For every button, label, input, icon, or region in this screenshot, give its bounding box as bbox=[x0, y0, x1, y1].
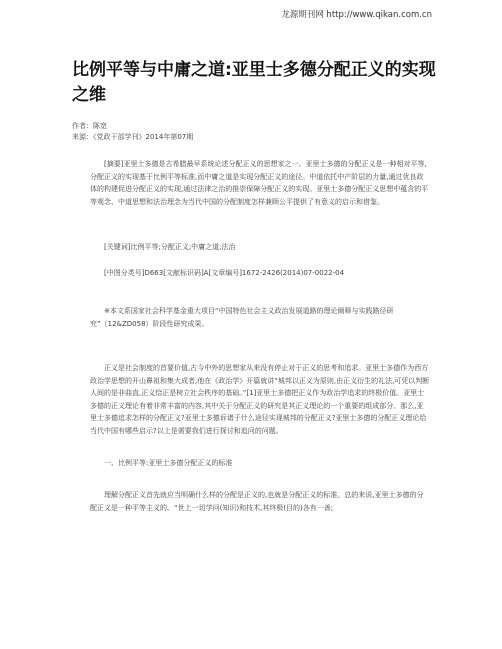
footnote-text: ※本文系国家社会科学基金重大项目“中国特色社会主义政治发展道路的理论阐释与实践路径研究”（12&ZD058）阶段性研究成果。 bbox=[90, 307, 394, 328]
abstract-text: [摘要]亚里士多德是古希腊最早系统论述分配正义的思想家之一。亚里士多德的分配正义是一种相对平等,分配正义的实现基于比例平等标准,而中庸之道是实现分配正义的途径。中道依托中产阶层的力量,通过优良政体的构建促进分配正义的实现,通过法律之治的推崇保障分配正义的实现。亚里士多德分配正义思想中蕴含的平等观念、中道思想和法治理念为当代中国的分配制度怎样兼顾公平提供了有意义的启示和借鉴。 bbox=[90, 160, 429, 206]
classification-text: [中图分类号]D663[文献标识码]A[文章编号]1672-2426(2014)07-0022-04 bbox=[104, 269, 345, 277]
classification bbox=[90, 267, 430, 280]
section-paragraph bbox=[90, 489, 430, 514]
keywords bbox=[90, 241, 430, 254]
article-title: 比例平等与中庸之道:亚里士多德分配正义的实现之维 bbox=[72, 60, 436, 105]
section-heading bbox=[90, 457, 430, 470]
site-header[interactable]: 龙源期刊网 http://www.qikan.com.cn bbox=[281, 10, 432, 20]
article-source: 来源：《党政干部学刊》2014年第07期 bbox=[72, 133, 194, 141]
intro-paragraph: 正义是社会制度的首要价值,古今中外的思想家从来没有停止对于正义的思考和追求。亚里士多德作为西方政治学思想的开山鼻祖和集大成者,他在《政治学》开篇就讲“城邦以正义为原则,由正义衍生的礼法,可凭以判断人间的是非曲直,正义恰正是树立社会秩序的基础。”[1]亚里士多德把正义作为政治学追求的终极价值。亚里士多德的正义理论有着非常丰富的内容,其中关于分配正义的研究是其正义理论的一个重要的组成部分。那么,亚里士多德追求怎样的分配正义?亚里士多德诉诸于什么途径实现城邦的分配正义?亚里士多德的分配正义理论给当代中国有哪些启示?以上是需要我们进行探讨和追问的问题。 bbox=[90, 364, 430, 435]
section-paragraph-text: 理解分配正义首先就应当明确什么样的分配是正义的,也就是分配正义的标准。总的来说,亚里士多德的分配正义是一种平等主义的。“世上一切学问(知识)和技术,其终极(目的)各有一善; bbox=[90, 491, 424, 512]
section-heading-text: 一、比例平等:亚里士多德分配正义的标准 bbox=[104, 459, 233, 467]
keywords-text: [关键词]比例平等;分配正义;中庸之道;法治 bbox=[104, 243, 236, 251]
abstract bbox=[90, 158, 430, 208]
article-author: 作者：陈宽 bbox=[72, 122, 107, 130]
funding-footnote bbox=[90, 305, 430, 330]
